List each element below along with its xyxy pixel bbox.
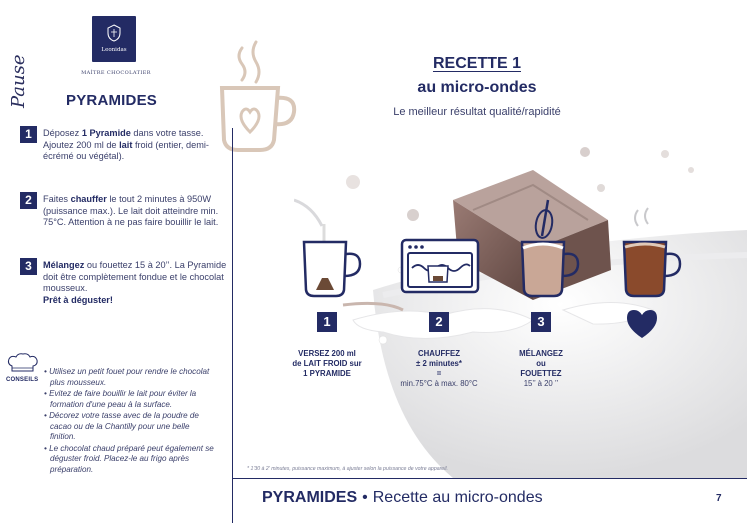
cup-chocolate-ready-icon xyxy=(614,206,684,300)
illustration-step-label: CHAUFFEZ ± 2 minutes* = min.75°C à max. 80°C xyxy=(400,349,478,388)
illustration-step-badge: 3 xyxy=(531,312,551,332)
tips-list xyxy=(44,367,214,476)
footer-divider xyxy=(232,478,747,479)
illustration-step-label: MÉLANGEZ ou FOUETTEZ 15’’ à 20 ’’ xyxy=(519,349,563,388)
illustration-step-badge: 1 xyxy=(317,312,337,332)
step-text: Mélangez ou fouettez 15 à 20’’. La Pyramide doit être complètement fondue et le chocolat mousseux. Prêt à déguster! xyxy=(43,260,227,305)
step-text: Déposez 1 Pyramide dans votre tasse. Ajoutez 200 ml de lait froid (entier, demi-écrémé ou végétal). xyxy=(43,128,209,162)
heart-icon xyxy=(624,308,660,340)
footnote: * 1'30 à 2' minutes, puissance maximum, à ajuster selon la puissance de votre appareil. xyxy=(247,466,448,472)
cup-pour-milk-icon xyxy=(294,196,364,300)
tip-item: • Evitez de faire bouillir le lait pour éviter la formation d'une peau à la surface. xyxy=(44,389,197,409)
step-number: 1 xyxy=(20,126,37,143)
step-number: 3 xyxy=(20,258,37,275)
illustration-step-label: VERSEZ 200 ml de LAIT FROID sur 1 PYRAMIDE xyxy=(292,349,362,378)
conseils-label: CONSEILS xyxy=(6,377,39,383)
tip-item: • Décorez votre tasse avec de la poudre de cacao ou de la Chantilly pour une belle finition. xyxy=(44,411,199,441)
crest-icon xyxy=(106,24,122,42)
pause-label: Pause xyxy=(8,54,29,108)
product-title: PYRAMIDES xyxy=(66,92,157,109)
recipe-tagline: Le meilleur résultat qualité/rapidité xyxy=(393,106,561,118)
cup-whisk-icon xyxy=(512,196,582,300)
brand-name: Leonidas xyxy=(101,47,127,53)
microwave-icon xyxy=(400,238,480,294)
tip-item: • Le chocolat chaud préparé peut également se déguster froid. Placez-le au frigo après préparation. xyxy=(44,443,214,474)
footer-title xyxy=(262,489,543,507)
footer-recipe-title: Recette au micro-ondes xyxy=(372,489,543,506)
step-number: 2 xyxy=(20,192,37,209)
tip-item: • Utilisez un petit fouet pour rendre le chocolat plus mousseux. xyxy=(44,367,210,387)
recipe-title: RECETTE 1 xyxy=(432,55,521,72)
brand-tagline: MAÎTRE CHOCOLATIER xyxy=(81,70,151,76)
chef-hat-icon xyxy=(6,352,40,374)
page-number: 7 xyxy=(716,493,722,504)
brand-logo xyxy=(92,16,136,62)
illustration-step-badge: 2 xyxy=(429,312,449,332)
footer-separator: • xyxy=(362,489,368,506)
step-text: Faites chauffer le tout 2 minutes à 950W (puissance max.). Le lait doit atteindre min. 75°C. Attention à ne pas faire bouillir le lait. xyxy=(43,194,219,228)
recipe-subtitle: au micro-ondes xyxy=(417,79,537,96)
footer-product: PYRAMIDES xyxy=(262,489,358,506)
